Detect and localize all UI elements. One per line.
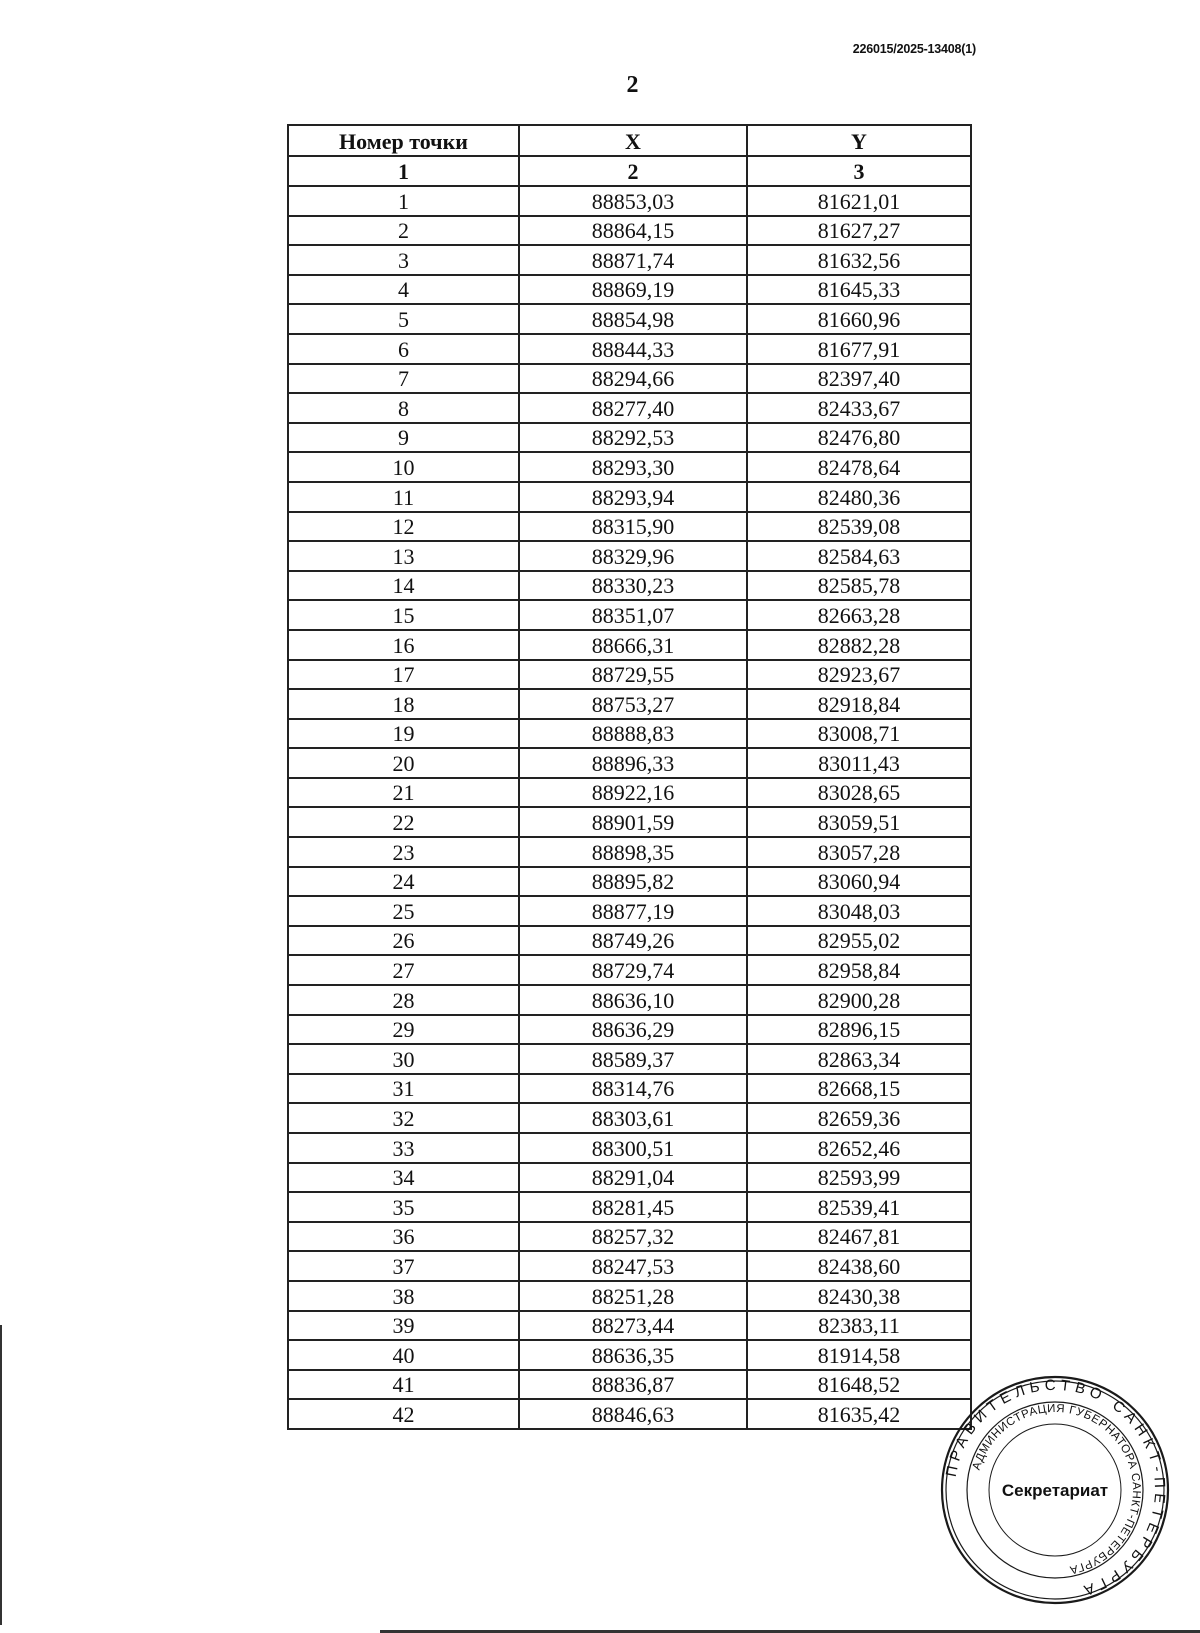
cell-y: 82476,80 <box>747 423 971 453</box>
cell-y: 83057,28 <box>747 837 971 867</box>
cell-point-number: 25 <box>288 896 519 926</box>
cell-point-number: 38 <box>288 1281 519 1311</box>
cell-y: 81645,33 <box>747 275 971 305</box>
cell-point-number: 24 <box>288 867 519 897</box>
table-row <box>288 1015 971 1045</box>
cell-y: 82593,99 <box>747 1163 971 1193</box>
table-row <box>288 630 971 660</box>
cell-point-number: 35 <box>288 1192 519 1222</box>
stamp-outer-text: ПРАВИТЕЛЬСТВО САНКТ-ПЕТЕРБУРГА <box>942 1376 1169 1600</box>
cell-point-number: 29 <box>288 1015 519 1045</box>
header-x: X <box>519 125 747 156</box>
table-row <box>288 571 971 601</box>
cell-point-number: 1 <box>288 186 519 216</box>
cell-point-number: 9 <box>288 423 519 453</box>
table-row <box>288 186 971 216</box>
table-row <box>288 1370 971 1400</box>
cell-x: 88291,04 <box>519 1163 747 1193</box>
cell-y: 82958,84 <box>747 955 971 985</box>
cell-x: 88666,31 <box>519 630 747 660</box>
cell-x: 88901,59 <box>519 807 747 837</box>
cell-point-number: 13 <box>288 541 519 571</box>
table-row <box>288 926 971 956</box>
cell-x: 88273,44 <box>519 1311 747 1341</box>
stamp-center-text: Секретариат <box>1001 1481 1109 1500</box>
cell-x: 88871,74 <box>519 245 747 275</box>
cell-point-number: 30 <box>288 1044 519 1074</box>
table-row <box>288 512 971 542</box>
cell-y: 81660,96 <box>747 304 971 334</box>
table-row <box>288 245 971 275</box>
table-row <box>288 689 971 719</box>
cell-y: 82668,15 <box>747 1074 971 1104</box>
cell-y: 83028,65 <box>747 778 971 808</box>
table-row <box>288 837 971 867</box>
cell-point-number: 2 <box>288 216 519 246</box>
cell-y: 82663,28 <box>747 600 971 630</box>
table-row <box>288 955 971 985</box>
cell-x: 88844,33 <box>519 334 747 364</box>
table-row <box>288 719 971 749</box>
table-header-row <box>288 125 971 156</box>
cell-x: 88281,45 <box>519 1192 747 1222</box>
table-row <box>288 1340 971 1370</box>
page-number: 2 <box>626 72 639 98</box>
table-row <box>288 334 971 364</box>
cell-point-number: 18 <box>288 689 519 719</box>
cell-x: 88314,76 <box>519 1074 747 1104</box>
table-row <box>288 660 971 690</box>
cell-y: 82480,36 <box>747 482 971 512</box>
cell-x: 88853,03 <box>519 186 747 216</box>
cell-y: 82478,64 <box>747 452 971 482</box>
cell-y: 83060,94 <box>747 867 971 897</box>
cell-point-number: 28 <box>288 985 519 1015</box>
column-numbers-row <box>288 156 971 186</box>
table-body <box>288 186 971 1429</box>
cell-point-number: 21 <box>288 778 519 808</box>
cell-y: 82896,15 <box>747 1015 971 1045</box>
cell-y: 82430,38 <box>747 1281 971 1311</box>
header-point-number: Номер точки <box>288 125 519 156</box>
document-id: 226015/2025-13408(1) <box>852 42 976 56</box>
table-row <box>288 541 971 571</box>
cell-x: 88836,87 <box>519 1370 747 1400</box>
table-row <box>288 985 971 1015</box>
cell-x: 88753,27 <box>519 689 747 719</box>
cell-y: 83008,71 <box>747 719 971 749</box>
table-row <box>288 1192 971 1222</box>
cell-y: 82397,40 <box>747 364 971 394</box>
column-number-2: 2 <box>519 156 747 186</box>
cell-point-number: 17 <box>288 660 519 690</box>
cell-point-number: 4 <box>288 275 519 305</box>
table-row <box>288 896 971 926</box>
cell-point-number: 5 <box>288 304 519 334</box>
cell-y: 82438,60 <box>747 1251 971 1281</box>
cell-y: 82900,28 <box>747 985 971 1015</box>
cell-point-number: 34 <box>288 1163 519 1193</box>
cell-point-number: 3 <box>288 245 519 275</box>
cell-y: 82918,84 <box>747 689 971 719</box>
cell-x: 88292,53 <box>519 423 747 453</box>
cell-point-number: 27 <box>288 955 519 985</box>
cell-x: 88330,23 <box>519 571 747 601</box>
cell-y: 82652,46 <box>747 1133 971 1163</box>
cell-point-number: 16 <box>288 630 519 660</box>
cell-y: 82882,28 <box>747 630 971 660</box>
cell-point-number: 26 <box>288 926 519 956</box>
cell-y: 81635,42 <box>747 1399 971 1429</box>
table-row <box>288 748 971 778</box>
cell-point-number: 33 <box>288 1133 519 1163</box>
table-row <box>288 216 971 246</box>
cell-y: 81677,91 <box>747 334 971 364</box>
table-row <box>288 1222 971 1252</box>
table-row <box>288 364 971 394</box>
cell-x: 88877,19 <box>519 896 747 926</box>
cell-x: 88636,10 <box>519 985 747 1015</box>
scan-edge-mark <box>0 1325 2 1625</box>
cell-x: 88729,74 <box>519 955 747 985</box>
cell-x: 88303,61 <box>519 1103 747 1133</box>
cell-x: 88589,37 <box>519 1044 747 1074</box>
cell-point-number: 41 <box>288 1370 519 1400</box>
table-row <box>288 1074 971 1104</box>
cell-x: 88351,07 <box>519 600 747 630</box>
cell-point-number: 39 <box>288 1311 519 1341</box>
table-row <box>288 1399 971 1429</box>
cell-x: 88898,35 <box>519 837 747 867</box>
cell-x: 88888,83 <box>519 719 747 749</box>
cell-x: 88277,40 <box>519 393 747 423</box>
cell-x: 88294,66 <box>519 364 747 394</box>
cell-point-number: 7 <box>288 364 519 394</box>
table-row <box>288 482 971 512</box>
cell-y: 82383,11 <box>747 1311 971 1341</box>
secretariat-seal-stamp <box>940 1375 1170 1605</box>
table-row <box>288 275 971 305</box>
table-row <box>288 423 971 453</box>
cell-x: 88864,15 <box>519 216 747 246</box>
cell-y: 83059,51 <box>747 807 971 837</box>
cell-y: 82539,41 <box>747 1192 971 1222</box>
cell-x: 88869,19 <box>519 275 747 305</box>
cell-y: 83011,43 <box>747 748 971 778</box>
cell-point-number: 42 <box>288 1399 519 1429</box>
table-row <box>288 600 971 630</box>
cell-y: 81632,56 <box>747 245 971 275</box>
cell-y: 82923,67 <box>747 660 971 690</box>
column-number-3: 3 <box>747 156 971 186</box>
cell-x: 88922,16 <box>519 778 747 808</box>
table-row <box>288 1311 971 1341</box>
cell-x: 88257,32 <box>519 1222 747 1252</box>
cell-point-number: 14 <box>288 571 519 601</box>
cell-point-number: 8 <box>288 393 519 423</box>
cell-x: 88300,51 <box>519 1133 747 1163</box>
cell-point-number: 37 <box>288 1251 519 1281</box>
cell-x: 88293,30 <box>519 452 747 482</box>
table-row <box>288 1133 971 1163</box>
cell-point-number: 6 <box>288 334 519 364</box>
cell-point-number: 40 <box>288 1340 519 1370</box>
cell-point-number: 31 <box>288 1074 519 1104</box>
cell-point-number: 12 <box>288 512 519 542</box>
cell-point-number: 32 <box>288 1103 519 1133</box>
table-row <box>288 1251 971 1281</box>
cell-point-number: 20 <box>288 748 519 778</box>
cell-x: 88293,94 <box>519 482 747 512</box>
cell-y: 82863,34 <box>747 1044 971 1074</box>
table-row <box>288 1103 971 1133</box>
header-y: Y <box>747 125 971 156</box>
cell-y: 82584,63 <box>747 541 971 571</box>
cell-point-number: 15 <box>288 600 519 630</box>
table-row <box>288 1163 971 1193</box>
cell-y: 82585,78 <box>747 571 971 601</box>
coordinates-table <box>287 124 972 1430</box>
stamp-inner-text: АДМИНИСТРАЦИЯ ГУБЕРНАТОРА САНКТ-ПЕТЕРБУРГА <box>970 1402 1143 1576</box>
cell-y: 82539,08 <box>747 512 971 542</box>
cell-y: 82467,81 <box>747 1222 971 1252</box>
cell-point-number: 19 <box>288 719 519 749</box>
table-row <box>288 1044 971 1074</box>
cell-x: 88895,82 <box>519 867 747 897</box>
cell-point-number: 11 <box>288 482 519 512</box>
cell-x: 88749,26 <box>519 926 747 956</box>
cell-x: 88846,63 <box>519 1399 747 1429</box>
table-row <box>288 867 971 897</box>
cell-x: 88729,55 <box>519 660 747 690</box>
table-row <box>288 304 971 334</box>
cell-point-number: 23 <box>288 837 519 867</box>
table-row <box>288 778 971 808</box>
cell-y: 83048,03 <box>747 896 971 926</box>
cell-y: 81914,58 <box>747 1340 971 1370</box>
table-row <box>288 1281 971 1311</box>
column-number-1: 1 <box>288 156 519 186</box>
cell-x: 88315,90 <box>519 512 747 542</box>
cell-x: 88636,29 <box>519 1015 747 1045</box>
table-row <box>288 807 971 837</box>
cell-x: 88329,96 <box>519 541 747 571</box>
cell-y: 82659,36 <box>747 1103 971 1133</box>
cell-x: 88247,53 <box>519 1251 747 1281</box>
table-row <box>288 452 971 482</box>
cell-point-number: 36 <box>288 1222 519 1252</box>
cell-y: 81627,27 <box>747 216 971 246</box>
cell-y: 81648,52 <box>747 1370 971 1400</box>
cell-point-number: 22 <box>288 807 519 837</box>
cell-y: 81621,01 <box>747 186 971 216</box>
cell-x: 88636,35 <box>519 1340 747 1370</box>
cell-point-number: 10 <box>288 452 519 482</box>
cell-x: 88896,33 <box>519 748 747 778</box>
cell-x: 88251,28 <box>519 1281 747 1311</box>
table-row <box>288 393 971 423</box>
cell-x: 88854,98 <box>519 304 747 334</box>
cell-y: 82955,02 <box>747 926 971 956</box>
cell-y: 82433,67 <box>747 393 971 423</box>
